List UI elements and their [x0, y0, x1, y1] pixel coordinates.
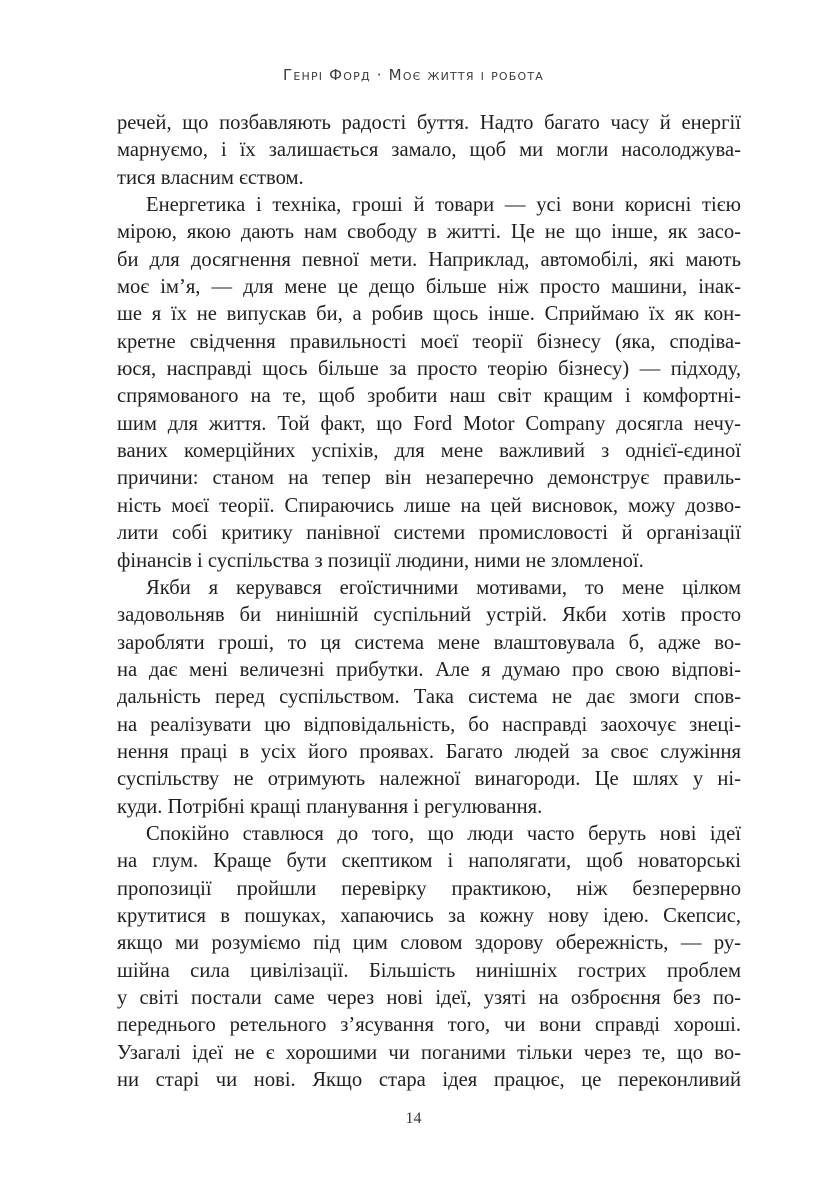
text-line: суспільству не отримують належної винагороди. Це шлях у ні-	[117, 768, 741, 791]
paragraph	[117, 575, 741, 821]
text-line: у світі постали саме через нові ідеї, узяті на озброєння без по-	[117, 987, 741, 1009]
text-line: Спокійно ставлюся до того, що люди часто беруть нові ідеї	[146, 822, 741, 845]
text-line: марнуємо, і їх залишається замало, щоб ми могли насолоджува-	[117, 139, 741, 162]
text-line: дальність перед суспільством. Така система не дає змоги спов-	[117, 686, 741, 709]
text-line: на реалізувати цю відповідальність, бо насправді заохочує знеці-	[117, 713, 741, 736]
text-line: ваних комерційних успіхів, для мене важливий з однієї-єдиної	[117, 440, 741, 463]
text-line: шійна сила цивілізації. Більшість нинішніх гострих проблем	[117, 959, 741, 982]
paragraph	[117, 110, 741, 192]
paragraph	[117, 192, 741, 575]
text-line: на дає мені величезні прибутки. Але я думаю про свою відпові-	[117, 658, 741, 681]
text-line: заробляти гроші, то ця система мене влаштовувала б, адже во-	[117, 631, 741, 654]
running-head: Генрі Форд · Моє життя і робота	[282, 66, 545, 84]
text-line: лити собі критику панівної системи промисловості й організації	[117, 522, 741, 545]
text-line: спрямованого на те, щоб зробити наш світ кращим і комфортні-	[117, 385, 741, 408]
text-line: Узагалі ідеї не є хорошими чи поганими тільки через те, що во-	[117, 1041, 741, 1064]
text-line: крутитися в пошуках, хапаючись за кожну нову ідею. Скепсис,	[117, 904, 741, 927]
text-line: моє ім’я, — для мене це дещо більше ніж просто машини, інак-	[117, 276, 741, 299]
text-line: юся, насправді щось більше за просто теорію бізнесу) — підходу,	[117, 358, 741, 381]
text-line: задовольняв би нинішній суспільний устрій. Якби хотів просто	[117, 604, 741, 627]
text-line: тися власним єством.	[117, 166, 304, 189]
text-line: речей, що позбавляють радості буття. Надто багато часу й енергії	[117, 112, 741, 134]
text-line: кретне свідчення правильності моєї теорії бізнесу (яка, сподіва-	[117, 330, 741, 353]
text-line: переднього ретельного з’ясування того, чи вони справді хороші.	[117, 1014, 741, 1037]
text-line: нення праці в усіх його проявах. Багато людей за своє служіння	[117, 740, 741, 763]
text-line: Якби я керувався егоїстичними мотивами, то мене цілком	[146, 576, 741, 599]
text-line: причини: станом на тепер він незаперечно демонструє правиль-	[117, 467, 741, 490]
text-line: би для досягнення певної мети. Наприклад, автомобілі, які мають	[117, 248, 741, 271]
page-number: 14	[405, 1110, 422, 1127]
text-line: куди. Потрібні кращі планування і регулювання.	[117, 795, 543, 818]
text-line: ність моєї теорії. Спираючись лише на цей висновок, можу дозво-	[117, 494, 741, 517]
body-text	[117, 110, 741, 1094]
paragraph	[117, 821, 741, 1094]
text-line: фінансів і суспільства з позиції людини, ними не зломленої.	[117, 549, 644, 572]
text-line: мірою, якою дають нам свободу в житті. Це не що інше, як засо-	[117, 221, 741, 244]
text-line: пропозиції пройшли перевірку практикою, ніж безперервно	[117, 877, 741, 900]
text-line: Енергетика і техніка, гроші й товари — усі вони корисні тією	[146, 194, 741, 217]
text-line: ше я їх не випускав би, а робив щось інше. Сприймаю їх як кон-	[117, 303, 741, 326]
text-line: на глум. Краще бути скептиком і наполягати, щоб новаторські	[117, 850, 741, 873]
text-line: шим для життя. Той факт, що Ford Motor Company досягла нечу-	[117, 412, 741, 435]
text-line: ни старі чи нові. Якщо стара ідея працює, це переконливий	[117, 1069, 741, 1092]
text-line: якщо ми розуміємо під цим словом здорову обережність, — ру-	[117, 932, 741, 955]
